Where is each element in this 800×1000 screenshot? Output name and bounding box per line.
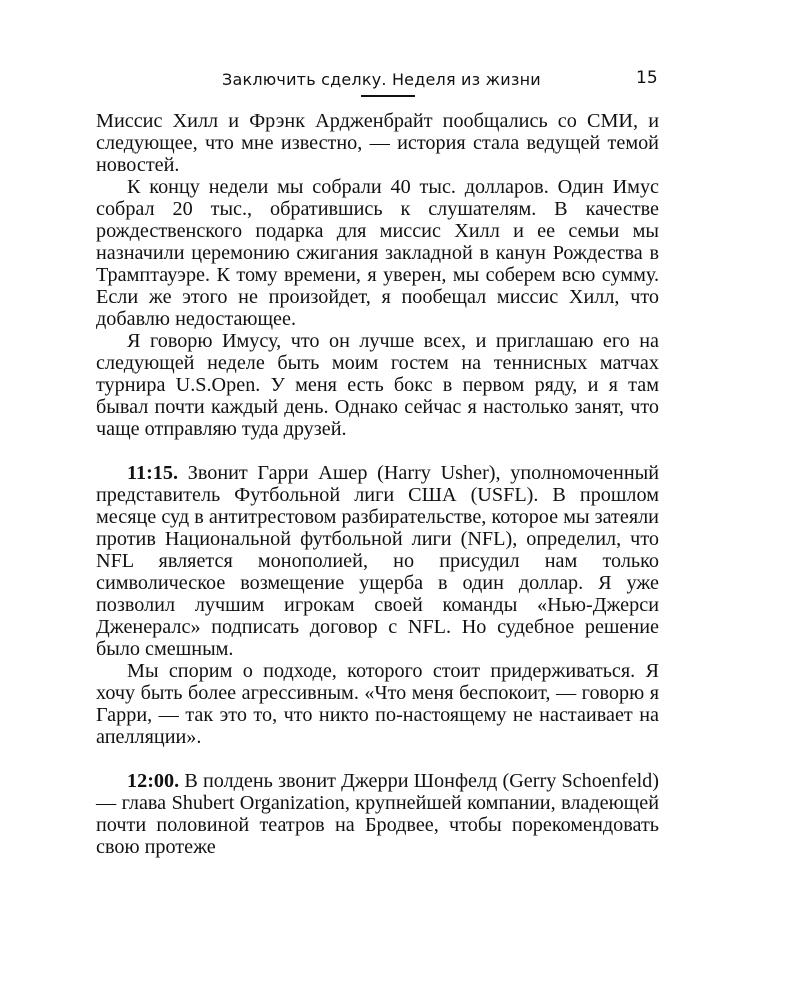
paragraph xyxy=(96,176,659,330)
body-text xyxy=(96,110,659,858)
paragraph-text: К концу недели мы собрали 40 тыс. долларов. Один Имус собрал 20 тыс., обратившись к слушателям. В качестве рождественского подарка для миссис Хилл и ее семьи мы назначили церемонию сжигания закладной в канун Рождества в Трамптауэре. К тому времени, я уверен, мы соберем всю сумму. Если же этого не произойдет, я пообещал миссис Хилл, что добавлю недостающее. xyxy=(96,176,659,330)
paragraph-entry-1200 xyxy=(96,770,659,858)
paragraph xyxy=(96,110,659,176)
paragraph-text: Звонит Гарри Ашер (Harry Usher), уполномоченный представитель Футбольной лиги США (USFL). В прошлом месяце суд в антитрестовом разбирательстве, которое мы затеяли против Национальной футбольной лиги (NFL), определил, что NFL является монополией, но присудил нам только символическое возмещение ущерба в один доллар. Я уже позволил лучшим игрокам своей команды «Нью-Джерси Дженералс» подписать договор с NFL. Но судебное решение было смешным. xyxy=(96,462,659,660)
paragraph-text: В полдень звонит Джерри Шонфелд (Gerry Schoenfeld) — глава Shubert Organization, крупнейшей компании, владеющей почти половиной театров на Бродвее, чтобы порекомендовать свою протеже xyxy=(96,770,659,858)
page-number: 15 xyxy=(636,68,658,88)
paragraph xyxy=(96,660,659,748)
paragraph-text: Я говорю Имусу, что он лучше всех, и приглашаю его на следующей неделе быть моим гостем на теннисных матчах турнира U.S.Open. У меня есть бокс в первом ряду, и я там бывал почти каждый день. Однако сейчас я настолько занят, что чаще отправляю туда друзей. xyxy=(96,330,659,440)
header-rule xyxy=(361,95,415,97)
time-stamp: 11:15. xyxy=(127,462,179,484)
time-stamp: 12:00. xyxy=(127,770,180,792)
running-head-title: Заключить сделку. Неделя из жизни xyxy=(222,70,541,89)
paragraph xyxy=(96,330,659,440)
paragraph-entry-1115 xyxy=(96,462,659,660)
paragraph-text: Мы спорим о подходе, которого стоит придерживаться. Я хочу быть более агрессивным. «Что меня беспокоит, — говорю я Гарри, — так это то, что никто по-настоящему не настаивает на апелляции». xyxy=(96,660,659,748)
paragraph-text: Миссис Хилл и Фрэнк Арджeнбрайт пообщались со СМИ, и следующее, что мне известно, — история стала ведущей темой новостей. xyxy=(96,110,659,176)
